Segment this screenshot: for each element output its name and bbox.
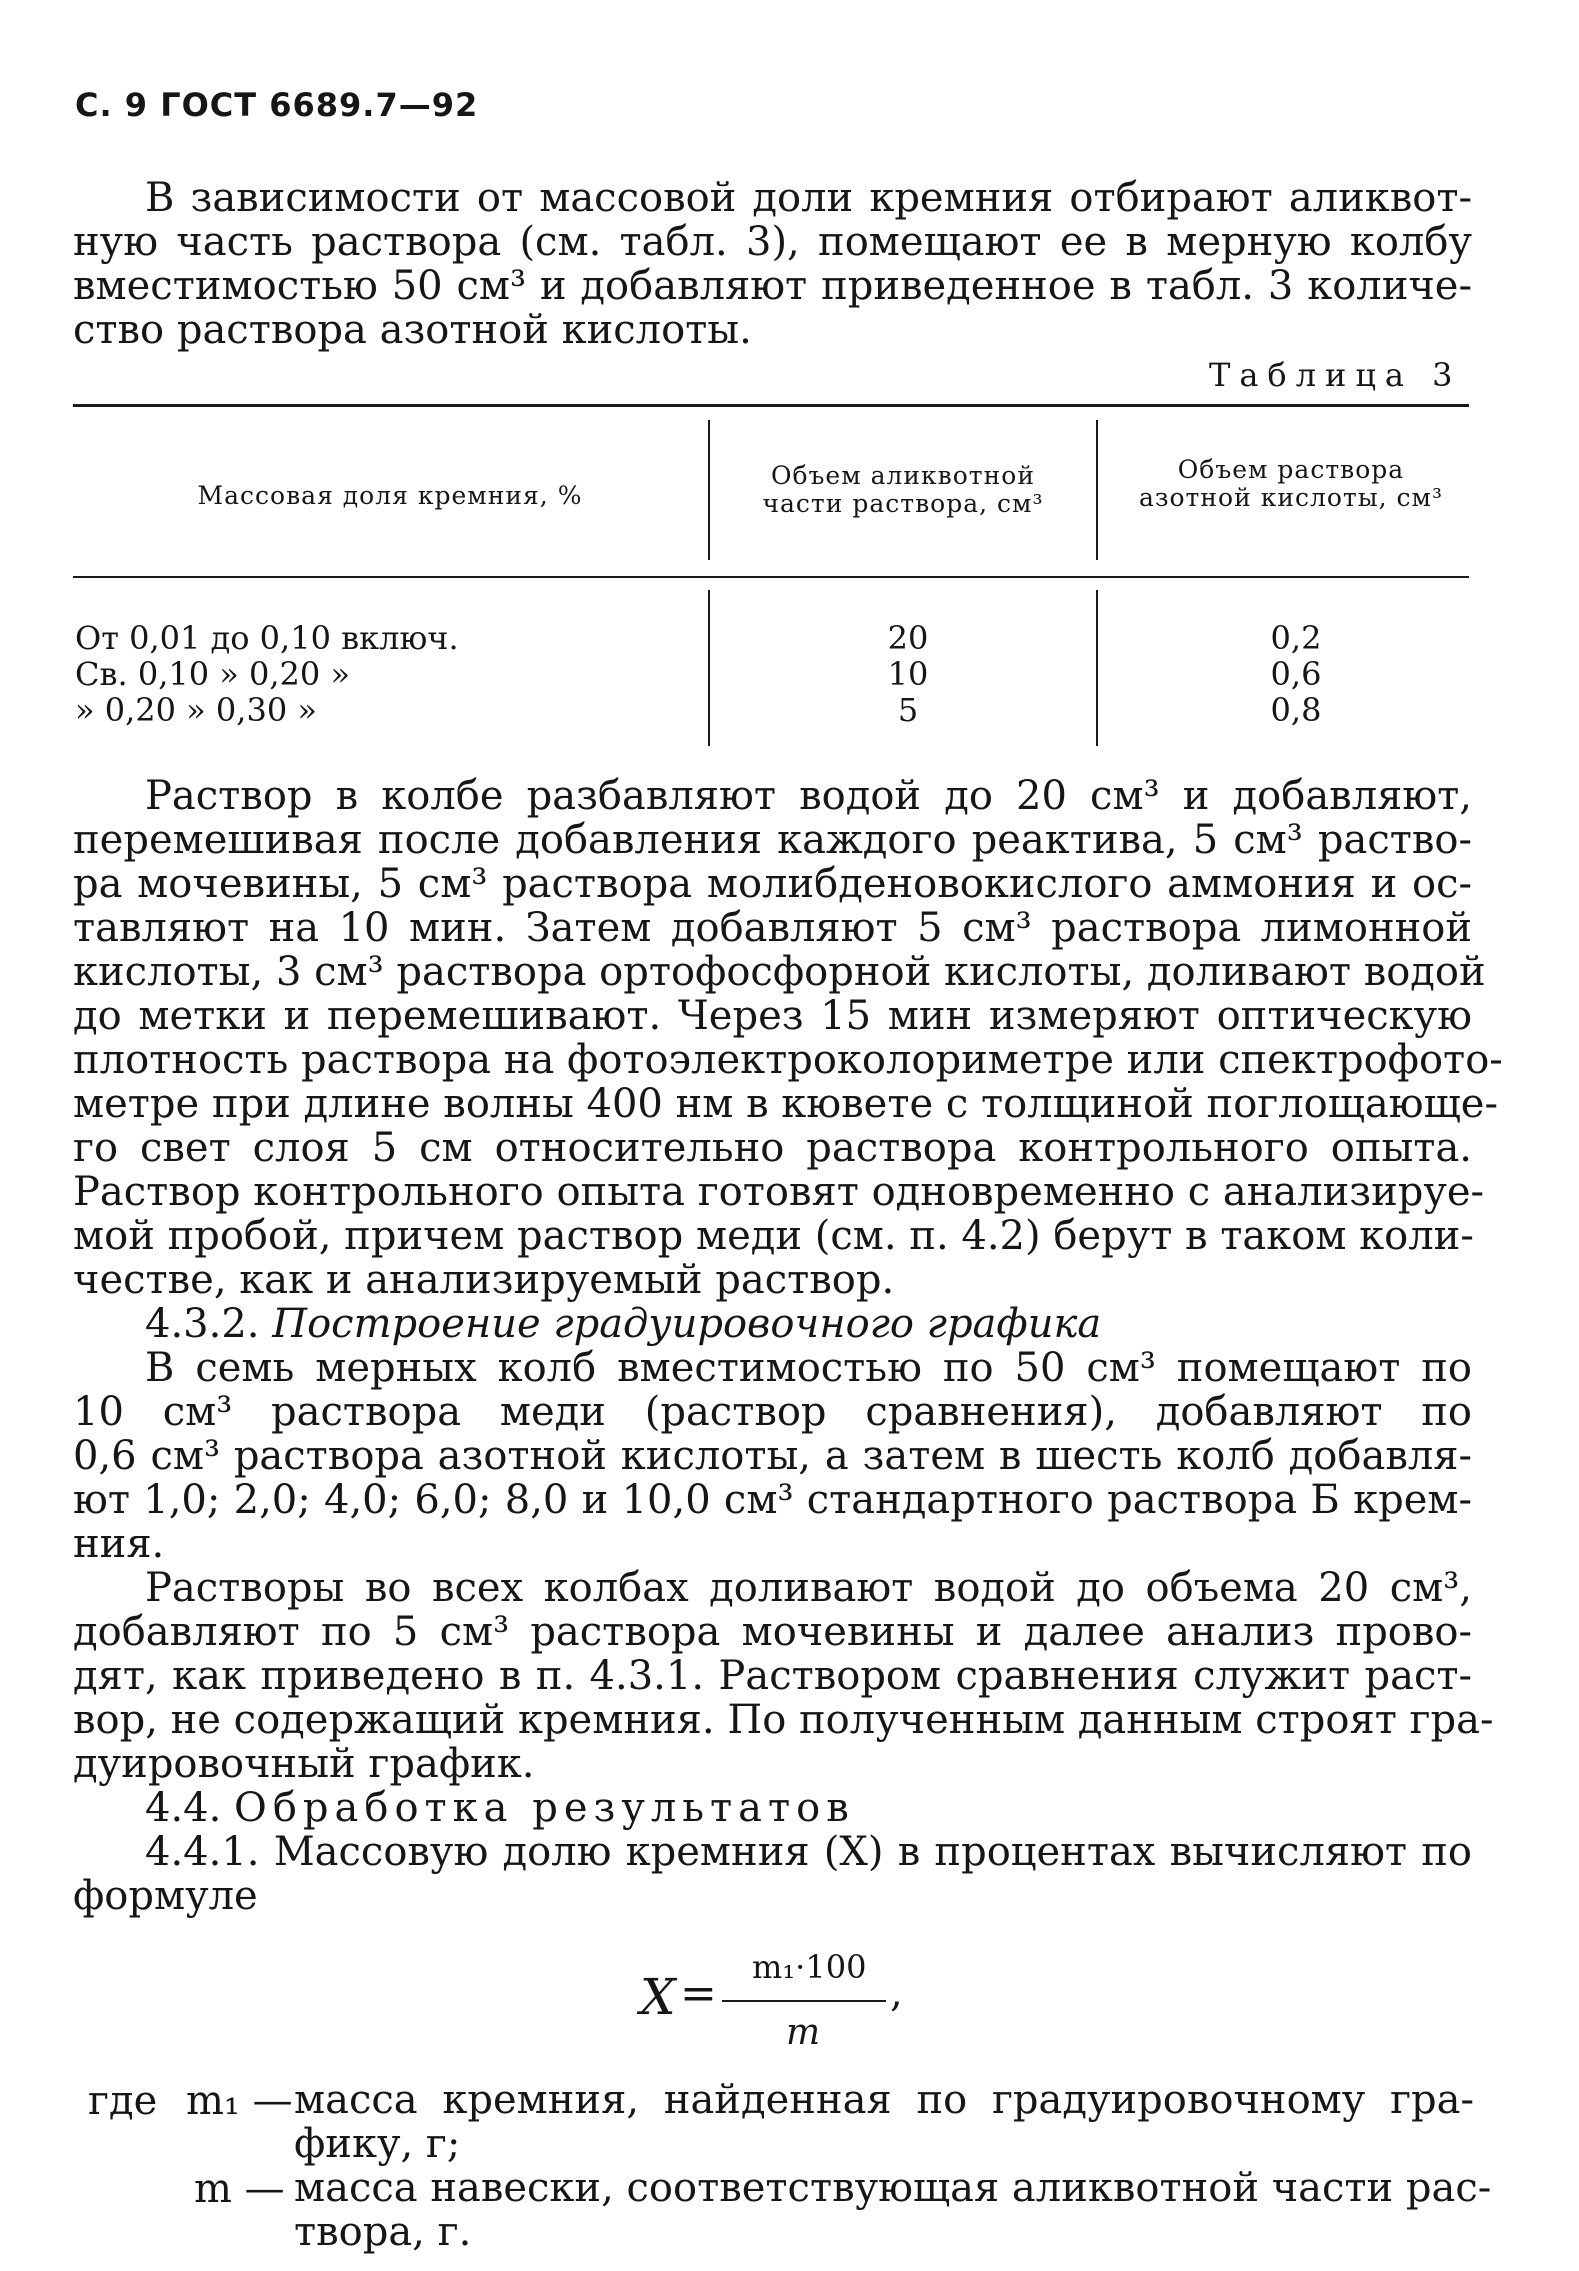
table-header-aliquot-volume: Объем аликвотной части раствора, см³ bbox=[762, 461, 1044, 518]
formula-numerator: m₁·100 bbox=[752, 1948, 867, 1986]
paragraph-line: дят, как приведено в п. 4.3.1. Раствором сравнения служит раст- bbox=[73, 1653, 1472, 1699]
section-heading-4-3-2 bbox=[145, 1302, 1101, 1346]
paragraph-line: В семь мерных колб вместимостью по 50 см³ помещают по bbox=[145, 1345, 1472, 1391]
section-number: 4.4. bbox=[145, 1785, 222, 1831]
paragraph-line: ра мочевины, 5 см³ раствора молибденовокислого аммония и ос- bbox=[73, 861, 1472, 907]
paragraph-line: метре при длине волны 400 нм в кювете с толщиной поглощающе- bbox=[73, 1081, 1498, 1127]
paragraph-line: формуле bbox=[73, 1873, 258, 1919]
fraction-bar bbox=[722, 2000, 886, 2002]
table-column-divider bbox=[708, 420, 710, 560]
paragraph-line: дуировочный график. bbox=[73, 1741, 535, 1787]
definition-m1-text: фику, г; bbox=[294, 2121, 461, 2167]
table-header-acid-volume: Объем раствора азотной кислоты, см³ bbox=[1138, 455, 1444, 512]
table-caption: Таблица 3 bbox=[1209, 356, 1462, 394]
table-top-rule bbox=[73, 404, 1469, 407]
paragraph-line: го свет слоя 5 см относительно раствора контрольного опыта. bbox=[73, 1125, 1472, 1171]
formula-lhs: X bbox=[640, 1968, 676, 2026]
paragraph-line: перемешивая после добавления каждого реактива, 5 см³ раство- bbox=[73, 817, 1472, 863]
paragraph-line: 4.4.1. Массовую долю кремния (X) в процентах вычисляют по bbox=[145, 1829, 1472, 1875]
intro-line: ство раствора азотной кислоты. bbox=[73, 307, 752, 353]
paragraph-line: ют 1,0; 2,0; 4,0; 6,0; 8,0 и 10,0 см³ стандартного раствора Б крем- bbox=[73, 1477, 1472, 1523]
table-cell-range: Св. 0,10 » 0,20 » bbox=[75, 655, 351, 693]
table-column-divider bbox=[1096, 590, 1098, 746]
intro-line: ную часть раствора (см. табл. 3), помещают ее в мерную колбу bbox=[73, 219, 1472, 265]
paragraph-line: честве, как и анализируемый раствор. bbox=[73, 1257, 895, 1303]
table-cell-acid: 0,2 bbox=[1270, 619, 1322, 657]
table-cell-range: » 0,20 » 0,30 » bbox=[75, 691, 317, 729]
table-header-mass-fraction: Массовая доля кремния, % bbox=[197, 481, 583, 510]
definition-m1-symbol: m₁ — bbox=[186, 2078, 293, 2124]
intro-line: вместимостью 50 см³ и добавляют приведенное в табл. 3 количе- bbox=[73, 263, 1472, 309]
formula-equals: = bbox=[680, 1968, 717, 2019]
paragraph-line: 10 см³ раствора меди (раствор сравнения), добавляют по bbox=[73, 1389, 1472, 1435]
definition-m-text: масса навески, соответствующая аликвотной части рас- bbox=[294, 2165, 1492, 2211]
definition-m1-text: масса кремния, найденная по градуировочному гра- bbox=[294, 2077, 1474, 2123]
paragraph-line: Растворы во всех колбах доливают водой до объема 20 см³, bbox=[145, 1565, 1472, 1611]
paragraph-line: Раствор в колбе разбавляют водой до 20 см³ и добавляют, bbox=[145, 773, 1472, 819]
table-cell-acid: 0,6 bbox=[1270, 655, 1322, 693]
paragraph-line: до метки и перемешивают. Через 15 мин измеряют оптическую bbox=[73, 993, 1472, 1039]
section-number: 4.3.2. bbox=[145, 1301, 260, 1347]
intro-line: В зависимости от массовой доли кремния отбирают аликвот- bbox=[145, 175, 1472, 221]
paragraph-line: Раствор контрольного опыта готовят одновременно с анализируе- bbox=[73, 1169, 1485, 1215]
definition-m-symbol: m — bbox=[194, 2166, 285, 2212]
table-cell-aliquot: 20 bbox=[887, 619, 929, 657]
paragraph-line: плотность раствора на фотоэлектроколориметре или спектрофото- bbox=[73, 1037, 1503, 1083]
paragraph-line: мой пробой, причем раствор меди (см. п. 4.2) берут в таком коли- bbox=[73, 1213, 1474, 1259]
table-cell-acid: 0,8 bbox=[1270, 691, 1322, 729]
formula-comma: , bbox=[890, 1970, 903, 2016]
table-cell-aliquot: 10 bbox=[887, 655, 929, 693]
section-title: Построение градуировочного графика bbox=[272, 1301, 1102, 1347]
paragraph-line: тавляют на 10 мин. Затем добавляют 5 см³ раствора лимонной bbox=[73, 905, 1472, 951]
definitions-where: где bbox=[88, 2078, 158, 2124]
paragraph-line: ния. bbox=[73, 1521, 165, 1567]
paragraph-line: кислоты, 3 см³ раствора ортофосфорной кислоты, доливают водой bbox=[73, 949, 1486, 995]
table-column-divider bbox=[708, 590, 710, 746]
table-column-divider bbox=[1096, 420, 1098, 560]
table-cell-aliquot: 5 bbox=[897, 691, 919, 729]
table-header-rule bbox=[73, 576, 1469, 578]
paragraph-line: вор, не содержащий кремния. По полученным данным строят гра- bbox=[73, 1697, 1494, 1743]
definition-m-text: твора, г. bbox=[294, 2209, 472, 2255]
paragraph-line: 0,6 см³ раствора азотной кислоты, а затем в шесть колб добавля- bbox=[73, 1433, 1472, 1479]
table-cell-range: От 0,01 до 0,10 включ. bbox=[75, 619, 459, 657]
section-heading-4-4 bbox=[145, 1786, 855, 1830]
paragraph-line: добавляют по 5 см³ раствора мочевины и далее анализ прово- bbox=[73, 1609, 1472, 1655]
formula-denominator: m bbox=[786, 2012, 821, 2053]
page-header: С. 9 ГОСТ 6689.7—92 bbox=[75, 86, 479, 124]
section-title: Обработка результатов bbox=[234, 1785, 855, 1831]
